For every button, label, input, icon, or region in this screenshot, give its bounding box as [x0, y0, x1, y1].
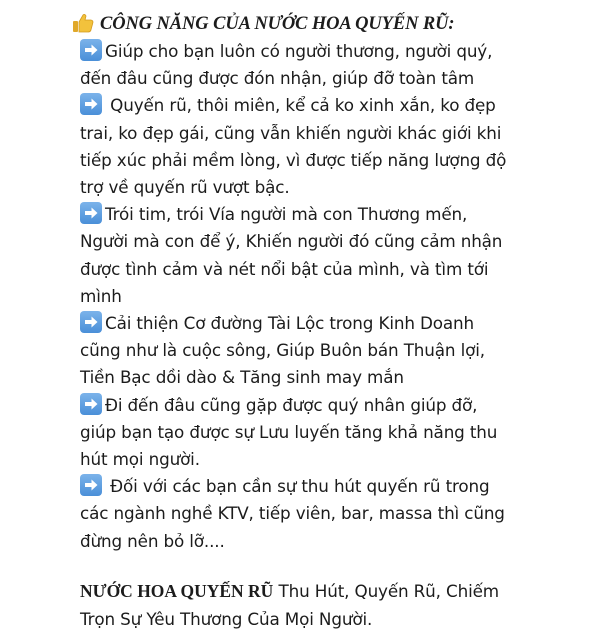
benefit-line: đừng nên bỏ lỡ.... — [80, 530, 225, 551]
benefit-line: Đối với các bạn cần sự thu hút quyến rũ trong — [105, 476, 490, 497]
benefit-item — [80, 473, 586, 555]
benefit-line: tiếp xúc phải mềm lòng, vì được tiếp năng lượng độ — [80, 149, 507, 170]
thumbs-up-icon — [72, 13, 94, 33]
right-arrow-icon — [80, 202, 102, 224]
title-line — [72, 10, 586, 38]
right-arrow-icon — [80, 393, 102, 415]
benefit-line: cũng như là cuộc sông, Giúp Buôn bán Thuận lợi, — [80, 340, 485, 361]
right-arrow-icon — [80, 39, 102, 61]
closing-lead: NƯỚC HOA QUYẾN RŨ — [80, 580, 274, 601]
benefit-line: Quyến rũ, thôi miên, kể cả ko xinh xắn, ko đẹp — [105, 95, 496, 116]
benefit-line: được tình cảm và nét nổi bật của mình, và tìm tới — [80, 258, 489, 279]
benefit-line: Cải thiện Cơ đường Tài Lộc trong Kinh Doanh — [105, 313, 474, 334]
benefit-item — [80, 38, 586, 92]
benefit-line: hút mọi người. — [80, 449, 200, 470]
right-arrow-icon — [80, 474, 102, 496]
benefit-item — [80, 392, 586, 474]
right-arrow-icon — [80, 93, 102, 115]
closing-line-1: Thu Hút, Quyến Rũ, Chiếm — [273, 580, 499, 601]
benefit-item — [80, 310, 586, 392]
benefit-line: Trói tim, trói Vía người mà con Thương mến, — [105, 204, 468, 225]
benefit-line: Người mà con để ý, Khiến người đó cũng cảm nhận — [80, 231, 503, 252]
closing-paragraph — [80, 577, 586, 633]
benefit-line: trợ về quyến rũ vượt bậc. — [80, 177, 290, 198]
benefit-item — [80, 92, 586, 201]
title-text: CÔNG NĂNG CỦA NƯỚC HOA QUYẾN RŨ: — [100, 14, 455, 34]
benefit-line: mình — [80, 285, 122, 306]
benefit-list — [80, 38, 586, 555]
benefit-item — [80, 201, 586, 310]
benefit-line: Đi đến đâu cũng gặp được quý nhân giúp đỡ, — [105, 394, 478, 415]
benefit-line: giúp bạn tạo được sự Lưu luyến tăng khả năng thu — [80, 421, 498, 442]
closing-line-2: Trọn Sự Yêu Thương Của Mọi Người. — [80, 608, 373, 629]
benefit-line: trai, ko đẹp gái, cũng vẫn khiến người khác giới khi — [80, 122, 502, 143]
benefit-line: Giúp cho bạn luôn có người thương, người quý, — [105, 41, 493, 61]
right-arrow-icon — [80, 311, 102, 333]
benefit-line: các ngành nghề KTV, tiếp viên, bar, massa thì cũng — [80, 503, 505, 524]
benefit-line: đến đâu cũng được đón nhận, giúp đỡ toàn tâm — [80, 68, 475, 89]
benefit-line: Tiền Bạc dồi dào & Tăng sinh may mắn — [80, 367, 404, 388]
